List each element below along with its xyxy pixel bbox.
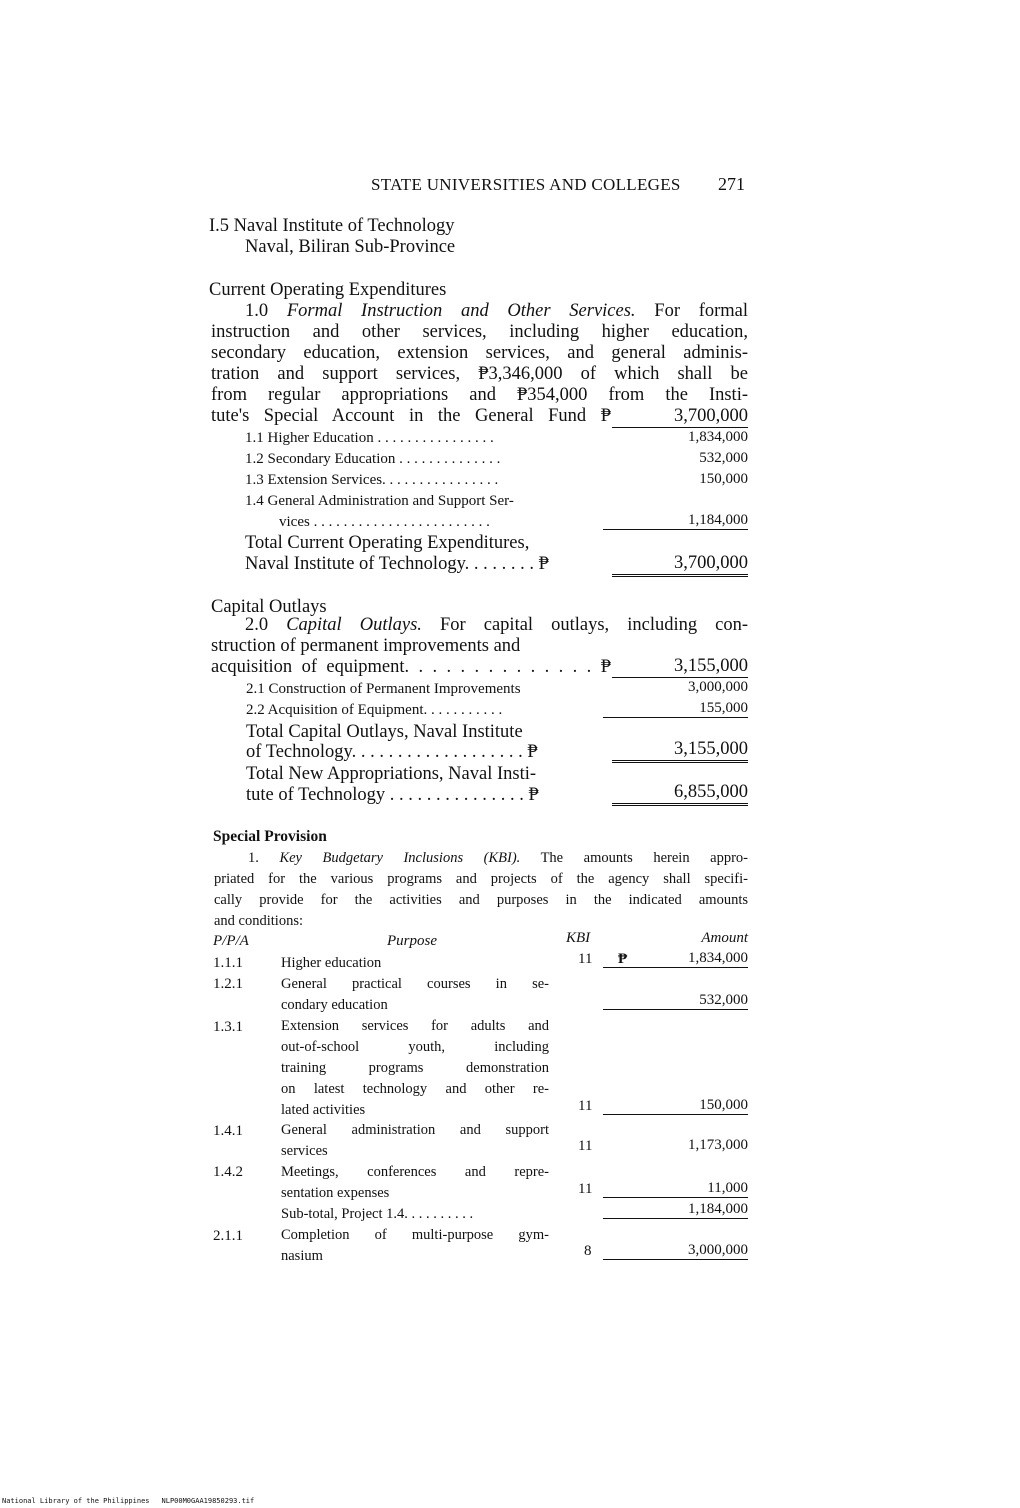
current-total-label: Total Current Operating Expenditures, [245,533,530,553]
kbi-row-purpose [281,1225,549,1267]
current-breakdown-label: 1.2 Secondary Education . . . . . . . . . . . . . . [245,451,501,467]
capital-para-line [211,615,748,636]
kbi-row-ppa: 1.1.1 [213,955,243,971]
current-breakdown-label: 1.4 General Administration and Support Ser- [245,493,514,509]
current-breakdown-amount: 150,000 [699,471,748,487]
kbi-row-purpose [281,974,549,1016]
section-name: Naval Institute of Technology [233,216,455,236]
grand-total-label: Total New Appropriations, Naval Insti- [246,764,537,784]
kbi-row-ppa: 1.3.1 [213,1019,243,1035]
footer-file-id: NLP00M0GAA19850293.tif [161,1497,255,1505]
capital-total-label: of Technology. . . . . . . . . . . . . . . . . . . ₱ [246,742,538,762]
current-item-title: Formal Instruction and Other Services. [286,301,636,321]
current-total-label: Naval Institute of Technology. . . . . . . . ₱ [245,554,549,574]
current-total-amount: 3,700,000 [612,406,748,428]
purpose-line: Higher education [281,955,382,971]
capital-breakdown-amount: 3,000,000 [688,679,748,695]
current-breakdown-amount: 1,184,000 [603,512,748,530]
current-grand-total: 3,700,000 [612,553,748,577]
purpose-line: Extension services for adults and [281,1018,549,1034]
purpose-line: training programs demonstration [281,1060,549,1076]
kbi-row-kbi: 11 [578,1181,593,1197]
current-breakdown-label: vices . . . . . . . . . . . . . . . . . . . . . . . . [279,514,490,530]
current-para-line-6: tute's Special Account in the General Fund ₱ [211,406,611,426]
kbi-row-purpose [281,953,549,974]
current-breakdown-amount: 1,834,000 [688,429,748,445]
capital-breakdown-label: 2.2 Acquisition of Equipment. . . . . . . . . . . [246,702,503,718]
grand-total-amount: 6,855,000 [612,782,748,806]
special-para-line-1: The amounts herein appro- [540,850,748,866]
purpose-line: Completion of multi-purpose gym- [281,1227,549,1243]
capital-subtotal: 3,155,000 [612,739,748,763]
capital-para-line-2: struction of permanent improvements and [211,636,521,656]
kbi-row-amount: 532,000 [603,992,748,1010]
purpose-line: Sub-total, Project 1.4. . . . . . . . . . [281,1206,474,1222]
kbi-subtotal-purpose [281,1204,549,1225]
kbi-row-purpose [281,1016,549,1121]
current-breakdown-amount: 532,000 [699,450,748,466]
current-heading: Current Operating Expenditures [209,280,447,300]
col-header-purpose: Purpose [387,933,437,949]
capital-para-line-3: acquisition of equipment. . . . . . . . . . . . . . ₱ [211,657,611,677]
purpose-line: General practical courses in se- [281,976,549,992]
special-heading: Special Provision [213,828,327,845]
purpose-line: out-of-school youth, including [281,1039,549,1055]
special-item-title: Key Budgetary Inclusions (KBI). [279,850,521,866]
special-item-number: 1. [248,850,259,866]
kbi-row-amount: 3,000,000 [603,1242,748,1260]
running-title: STATE UNIVERSITIES AND COLLEGES [371,175,681,194]
purpose-line: Meetings, conferences and repre- [281,1164,549,1180]
special-para-line-3: cally provide for the activities and purposes in the indicated amounts [214,892,748,908]
current-para-line-5: from regular appropriations and ₱354,000 from the Insti- [211,385,748,405]
current-para-line-1: For formal [654,301,749,321]
kbi-row-ppa: 1.4.1 [213,1123,243,1139]
special-para-line [214,848,748,869]
kbi-row-kbi: 8 [584,1243,592,1259]
current-para-line-2: instruction and other services, including higher education, [211,322,748,342]
capital-breakdown-label: 2.1 Construction of Permanent Improvements [246,681,521,697]
current-breakdown-label: 1.1 Higher Education . . . . . . . . . . . . . . . . [245,430,494,446]
capital-breakdown-amount: 155,000 [603,700,748,718]
capital-item-title: Capital Outlays. [286,615,422,635]
kbi-row-purpose [281,1120,549,1162]
capital-total-label: Total Capital Outlays, Naval Institute [246,722,523,742]
kbi-row-ppa: 1.2.1 [213,976,243,992]
footer-library: National Library of the Philippines [2,1497,150,1505]
peso-sign: ₱ [618,951,628,967]
current-para-line-4: tration and support services, ₱3,346,000 of which shall be [211,364,748,384]
col-header-amount: Amount [701,930,748,946]
kbi-row-kbi: 11 [578,951,593,967]
special-para-line-2: priated for the various programs and projects of the agency shall specifi- [214,871,748,887]
kbi-row-ppa: 1.4.2 [213,1164,243,1180]
col-header-kbi: KBI [566,930,591,946]
section-location: Naval, Biliran Sub-Province [245,237,456,257]
special-paragraph [214,848,748,932]
kbi-row-amount: 1,173,000 [688,1137,748,1153]
section-title [209,216,455,237]
kbi-row-amount: 11,000 [603,1180,748,1198]
special-para-line-4: and conditions: [214,913,304,929]
current-para-line-3: secondary education, extension services, and general adminis- [211,343,748,363]
capital-item-number: 2.0 [245,615,269,635]
section-number: I.5 [209,216,230,236]
capital-heading: Capital Outlays [211,597,327,617]
purpose-line: services [281,1143,328,1159]
purpose-line: nasium [281,1248,323,1264]
kbi-row-purpose [281,1162,549,1204]
grand-total-label: tute of Technology . . . . . . . . . . . . . . . ₱ [246,785,539,805]
purpose-line: on latest technology and other re- [281,1081,549,1097]
current-para-line [211,301,748,322]
purpose-line: condary education [281,997,388,1013]
kbi-row-amount: 1,834,000 [603,950,748,968]
purpose-line: General administration and support [281,1122,549,1138]
current-breakdown-label: 1.3 Extension Services. . . . . . . . . . . . . . . . [245,472,499,488]
kbi-row-ppa: 2.1.1 [213,1228,243,1244]
purpose-line: sentation expenses [281,1185,390,1201]
kbi-subtotal-amount: 1,184,000 [603,1201,748,1219]
page-number: 271 [718,174,745,194]
kbi-row-kbi: 11 [578,1138,593,1154]
scan-footer [2,1497,254,1505]
col-header-ppa: P/P/A [213,933,249,949]
current-item-number: 1.0 [245,301,269,321]
kbi-row-amount: 150,000 [603,1097,748,1115]
kbi-row-kbi: 11 [578,1098,593,1114]
purpose-line: lated activities [281,1102,366,1118]
capital-total-amount: 3,155,000 [612,656,748,678]
capital-para-line-1: For capital outlays, including con- [440,615,749,635]
